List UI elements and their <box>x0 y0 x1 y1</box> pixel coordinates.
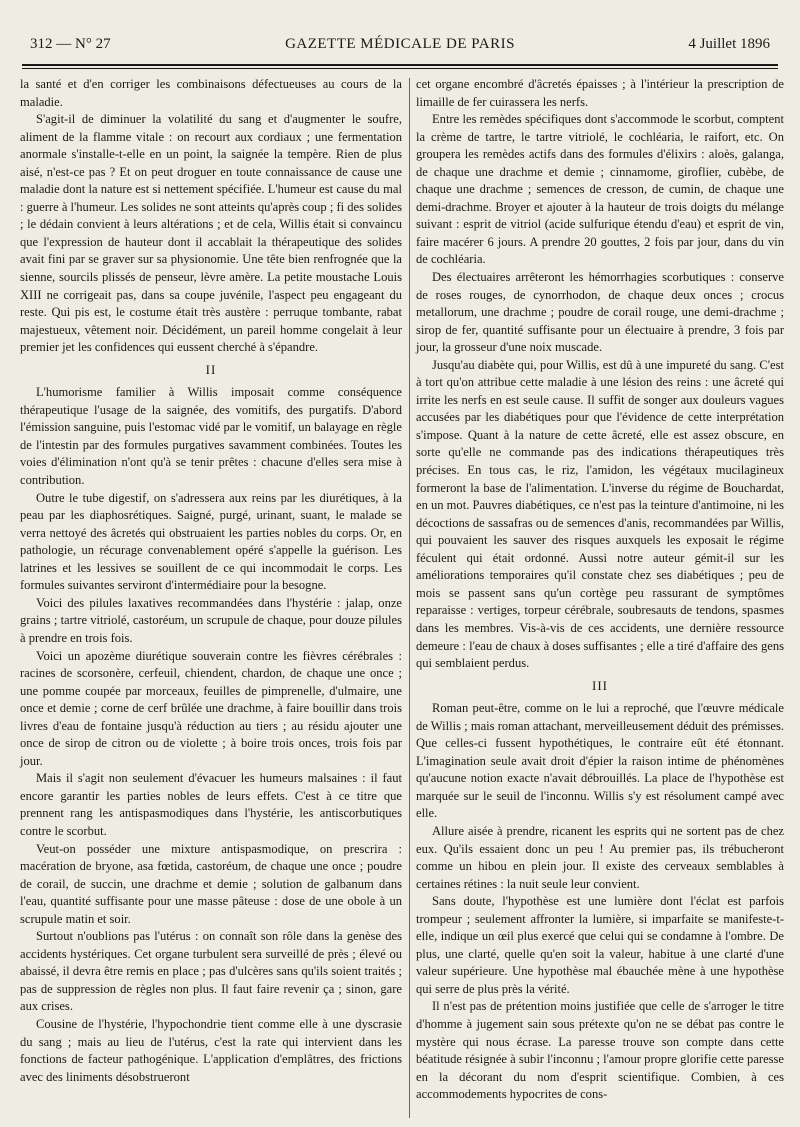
issue-date: 4 Juillet 1896 <box>688 36 770 52</box>
page-number: 312 — N° 27 <box>30 36 111 52</box>
paragraph: Cousine de l'hystérie, l'hypochondrie tient comme elle à une dyscrasie du sang ; mais au lieu de l'utérus, c'est la rate qui intervient dans les fonctions de facteur pathogénique. L'application d'emplâtres, des frictions avec des liniments désobstrueront <box>20 1016 402 1084</box>
journal-title: GAZETTE MÉDICALE DE PARIS <box>285 36 515 52</box>
paragraph: Voici des pilules laxatives recommandées dans l'hystérie : jalap, onze grains ; tartre vitriolé, castoréum, un scrupule de chaque, pour douze pilules à prendre en trois fois. <box>20 595 402 645</box>
paragraph: Jusqu'au diabète qui, pour Willis, est dû à une impureté du sang. C'est à tort qu'on attribue cette maladie à une lésion des reins : une âcreté qui irrite les nerfs en est seule cause. Il suffit de songer aux douleurs vagues accusées par les diabétiques pour que l'évidence de cette interprétation s'impose. Quant à la nature de cette âcreté, elle est assez obscure, en sorte qu'elle ne commande pas des indications thérapeutiques très précises. En tous cas, le riz, l'amidon, les végétaux mucilagineux formeront la base de l'alimentation. L'inverse du régime de Bouchardat, en un mot. Pauvres diabétiques, ce n'est pas la teinture d'antimoine, ni les décoctions de sassafras ou de semences d'anis, recommandées par Willis, qui pouvaient les sauver des risques auxquels les exposait le régime féculent qui était ordonné. Aussi notre auteur gémit-il sur les améliorations temporaires qu'il constate chez ses diabétiques ; peu de mois se passent sans qu'un cortège peu rassurant de symptômes reparaisse : vertiges, torpeur cérébrale, soubresauts de tendons, spasmes dans les membres. Vis-à-vis de ces accidents, une dernière ressource demeure : l'eau de chaux à doses suffisantes ; elle a tiré d'affaire des gens qui semblaient perdus. <box>416 357 784 671</box>
paragraph: Mais il s'agit non seulement d'évacuer les humeurs malsaines : il faut encore garantir les parties nobles de leurs effets. C'est à ce titre que prennent rang les antispasmodiques dans l'hystérie, les antiscorbutiques contre le scorbut. <box>20 771 402 838</box>
paragraph: Des électuaires arrêteront les hémorrhagies scorbutiques : conserve de roses rouges, de cynorrhodon, de chaque deux onces ; crocus metallorum, une drachme ; poudre de corail rouge, une demi-drachme ; sirop de fer, quantité suffisante pour un électuaire à prendre, 3 fois par jour, la grosseur d'une noix muscade. <box>416 270 784 355</box>
section-heading: II <box>205 361 217 377</box>
header-rule-thick <box>22 64 778 66</box>
paragraph: Entre les remèdes spécifiques dont s'accommode le scorbut, comptent la crème de tartre, le tartre vitriolé, le cochléaria, le raifort, etc. On groupera les remèdes actifs dans des formules d'élixirs : aloès, galanga, de chaque une drachme et demie ; cinnamome, giroflier, cubèbe, de chaque une drachme ; semences de cresson, de cumin, de chaque une demi-drachme. Broyer et ajouter à la hauteur de trois doigts du mélange suivant : esprit de vitriol (acide sulfurique étendu d'eau) et esprit de vin, faire macérer 6 jours. A prendre 20 gouttes, 2 fois par jour, dans du vin de cochléaria. <box>416 112 784 267</box>
paragraph: Veut-on posséder une mixture antispasmodique, on prescrira : macération de bryone, asa fœtida, castoréum, de chaque une once ; poudre de corail, de succin, une drachme et demie ; solution de galbanum dans l'eau, quantité suffisante pour une masse pâteuse : dose de une obole à un scrupule matin et soir. <box>20 841 402 926</box>
column-divider <box>409 78 410 1118</box>
paragraph: Il n'est pas de prétention moins justifiée que celle de s'arroger le titre d'homme à jugement sain sous prétexte qu'on ne se débat pas contre le mystère qui nous écrase. La paresse trouve son compte dans cette béatitude résignée à subir l'inconnu ; l'amour propre glorifie cette paresse en la décorant du nom d'esprit scientifique. Combien, à ces accommodements hypocrites de cons- <box>416 999 784 1102</box>
paragraph: Sans doute, l'hypothèse est une lumière dont l'éclat est parfois trompeur ; seulement affronter la lumière, si imparfaite se manifeste-t-elle, indique un œil plus exercé que celui qui se condamne à l'ombre. De plus, une clarté, quelle qu'en soit la valeur, habitue à une clarté d'une valeur supérieure. Une hypothèse mal ébauchée mène à une hypothèse qui serre de plus près la vérité. <box>416 894 784 996</box>
header-rule-thin <box>22 68 778 69</box>
paragraph: Roman peut-être, comme on le lui a reproché, que l'œuvre médicale de Willis ; mais roman attachant, merveilleusement déduit des prémisses. Que celles-ci fussent hypothétiques, le contraire eût été étonnant. L'imagination seule avait droit d'épier la raison intime de phénomènes qu'aucune notion exacte n'avait débrouillés. La place de l'hypothèse est marquée sur le seuil de l'inconnu. Willis s'y est résolument campé avec elle. <box>416 701 784 821</box>
left-column <box>20 76 402 1086</box>
section-heading: III <box>592 677 608 693</box>
page-header <box>30 36 770 58</box>
paragraph: Surtout n'oublions pas l'utérus : on connaît son rôle dans la genèse des accidents hystériques. Cet organe turbulent sera surveillé de près ; élevé ou abaissé, il devra être remis en place ; pas d'ulcères sans qu'ils soient traités ; pas de suppression de règles non plus. Il faut faire revenir ça ; sinon, gare aux crises. <box>20 929 402 1014</box>
paragraph: cet organe encombré d'âcretés épaisses ; à l'intérieur la prescription de limaille de fer cuirassera les nerfs. <box>416 77 784 109</box>
paragraph: la santé et d'en corriger les combinaisons défectueuses au cours de la maladie. <box>20 77 402 109</box>
paragraph: S'agit-il de diminuer la volatilité du sang et d'augmenter le soufre, aliment de la flamme vitale : on recourt aux cordiaux ; une fermentation anormale s'installe-t-elle en un point, la saignée la tempère. Rien de plus aisé, n'est-ce pas ? Et on peut droguer en toute connaissance de cause une maladie dont la nature est si nettement spécifiée. L'humeur est cause du mal : guerre à l'humeur. Les solides ne sont atteints qu'après coup ; fi des solides ; le dédain convient à leurs altérations ; et de cela, Willis était si convaincu que l'expression de hauteur dont il accablait la thérapeutique des solides avait fini par se graver sur sa physionomie. Une tête bien renfrognée que la sienne, sourcils plissés de penseur, lèvre amère. La petite moustache Louis XIII ne corrigeait pas, dans sa coupe juvénile, l'aspect peu engageant du reste. Qui pis est, le costume était très austère : perruque tombante, rabat majestueux, vêtement noir. Décidément, un pareil homme congelait à leur premier jet les confidences qui eussent cherché à s'épandre. <box>20 112 402 355</box>
right-column <box>416 76 784 1104</box>
paragraph: Voici un apozème diurétique souverain contre les fièvres cérébrales : racines de scorsonère, cerfeuil, chiendent, chardon, de chaque une once ; une pomme coupée par morceaux, feuilles de pimprenelle, d'ulmaire, une once et demie ; corne de cerf brûlée une drachme, à faire bouillir dans trois livres d'eau de fontaine jusqu'à réduction au tiers ; au résidu ajouter une once de sirop de citron ou de violette ; à boire trois onces, trois fois par jour. <box>20 648 402 768</box>
paragraph: Outre le tube digestif, on s'adressera aux reins par les diurétiques, à la peau par les diaphosrétiques. Saigné, purgé, urinant, suant, le malade se verra nettoyé des âcretés qui obstruaient les parties nobles du corps. Or, en pathologie, un récurage convenablement opéré s'appelle la guérison. Les latrines et les lessives se souillent de ce qui incommodait le corps. Les formules suivantes serviront d'intermédiaire pour la besogne. <box>20 490 402 593</box>
paragraph: L'humorisme familier à Willis imposait comme conséquence thérapeutique l'usage de la saignée, des vomitifs, des purgatifs. D'abord l'émission sanguine, puis l'estomac vidé par le vomitif, un balayage en règle de l'intestin par des formules purgatives savamment combinées. Toutes les voies d'élimination n'ont qu'à se tenir prêtes : chacune d'elles sera mise à contribution. <box>20 385 402 488</box>
paragraph: Allure aisée à prendre, ricanent les esprits qui ne sortent pas de chez eux. Qu'ils essaient donc un peu ! Au premier pas, ils trébucheront comme un hibou en plein jour. Il existe des cerveaux semblables à certaines rétines : la nuit seule leur convient. <box>416 823 784 891</box>
